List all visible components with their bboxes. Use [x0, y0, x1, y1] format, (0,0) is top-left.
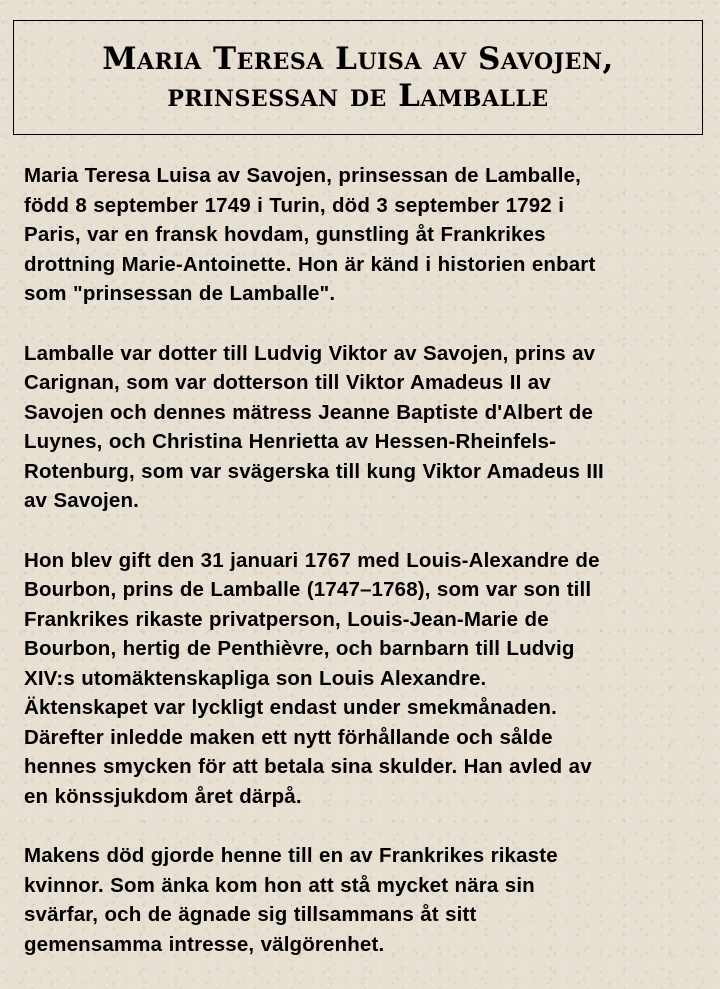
title-box [13, 20, 703, 135]
text-line: Bourbon, hertig de Penthièvre, och barnbarn till Ludvig [24, 637, 575, 660]
text-line: Luynes, och Christina Henrietta av Hessen-Rheinfels- [24, 430, 557, 453]
paragraph-family [24, 339, 700, 516]
text-line: svärfar, och de ägnade sig tillsammans åt sitt [24, 903, 477, 926]
text-line: Bourbon, prins de Lamballe (1747–1768), som var son till [24, 578, 592, 601]
text-line: gemensamma intresse, välgörenhet. [24, 932, 385, 956]
text-line: född 8 september 1749 i Turin, död 3 september 1792 i [24, 193, 565, 217]
text-line: kvinnor. Som änka kom hon att stå mycket nära sin [24, 873, 535, 897]
text-line: en könssjukdom året därpå. [24, 784, 302, 808]
text-line: XIV:s utomäktenskapliga son Louis Alexandre. [24, 666, 487, 690]
text-line: Äktenskapet var lyckligt endast under smekmånaden. [24, 696, 557, 719]
text-line: drottning Marie-Antoinette. Hon är känd i historien enbart [24, 252, 596, 276]
text-line: Rotenburg, som var svägerska till kung Viktor Amadeus III [24, 459, 604, 483]
paragraph-marriage [24, 546, 700, 812]
text-line: Savojen och dennes mätress Jeanne Baptiste d'Albert de [24, 400, 594, 424]
text-line: Paris, var en fransk hovdam, gunstling åt Frankrikes [24, 223, 546, 246]
paragraph-intro [24, 161, 700, 309]
article-body [24, 161, 700, 989]
text-line: Carignan, som var dotterson till Viktor Amadeus II av [24, 371, 551, 394]
text-line: Makens död gjorde henne till en av Frankrikes rikaste [24, 844, 558, 867]
text-line: Lamballe var dotter till Ludvig Viktor av Savojen, prins av [24, 341, 596, 365]
text-line: Därefter inledde maken ett nytt förhållande och sålde [24, 725, 553, 749]
page-title-line-1: Maria Teresa Luisa av Savojen, [102, 40, 614, 77]
text-line: som "prinsessan de Lamballe". [24, 282, 336, 305]
text-line: av Savojen. [24, 489, 139, 512]
paragraph-widowhood [24, 841, 700, 959]
text-line: Maria Teresa Luisa av Savojen, prinsessan de Lamballe, [24, 164, 581, 187]
text-line: hennes smycken för att betala sina skulder. Han avled av [24, 755, 592, 778]
text-line: Hon blev gift den 31 januari 1767 med Louis-Alexandre de [24, 548, 600, 572]
text-line: Frankrikes rikaste privatperson, Louis-Jean-Marie de [24, 607, 549, 631]
page-title-line-2: prinsessan de Lamballe [167, 77, 549, 114]
